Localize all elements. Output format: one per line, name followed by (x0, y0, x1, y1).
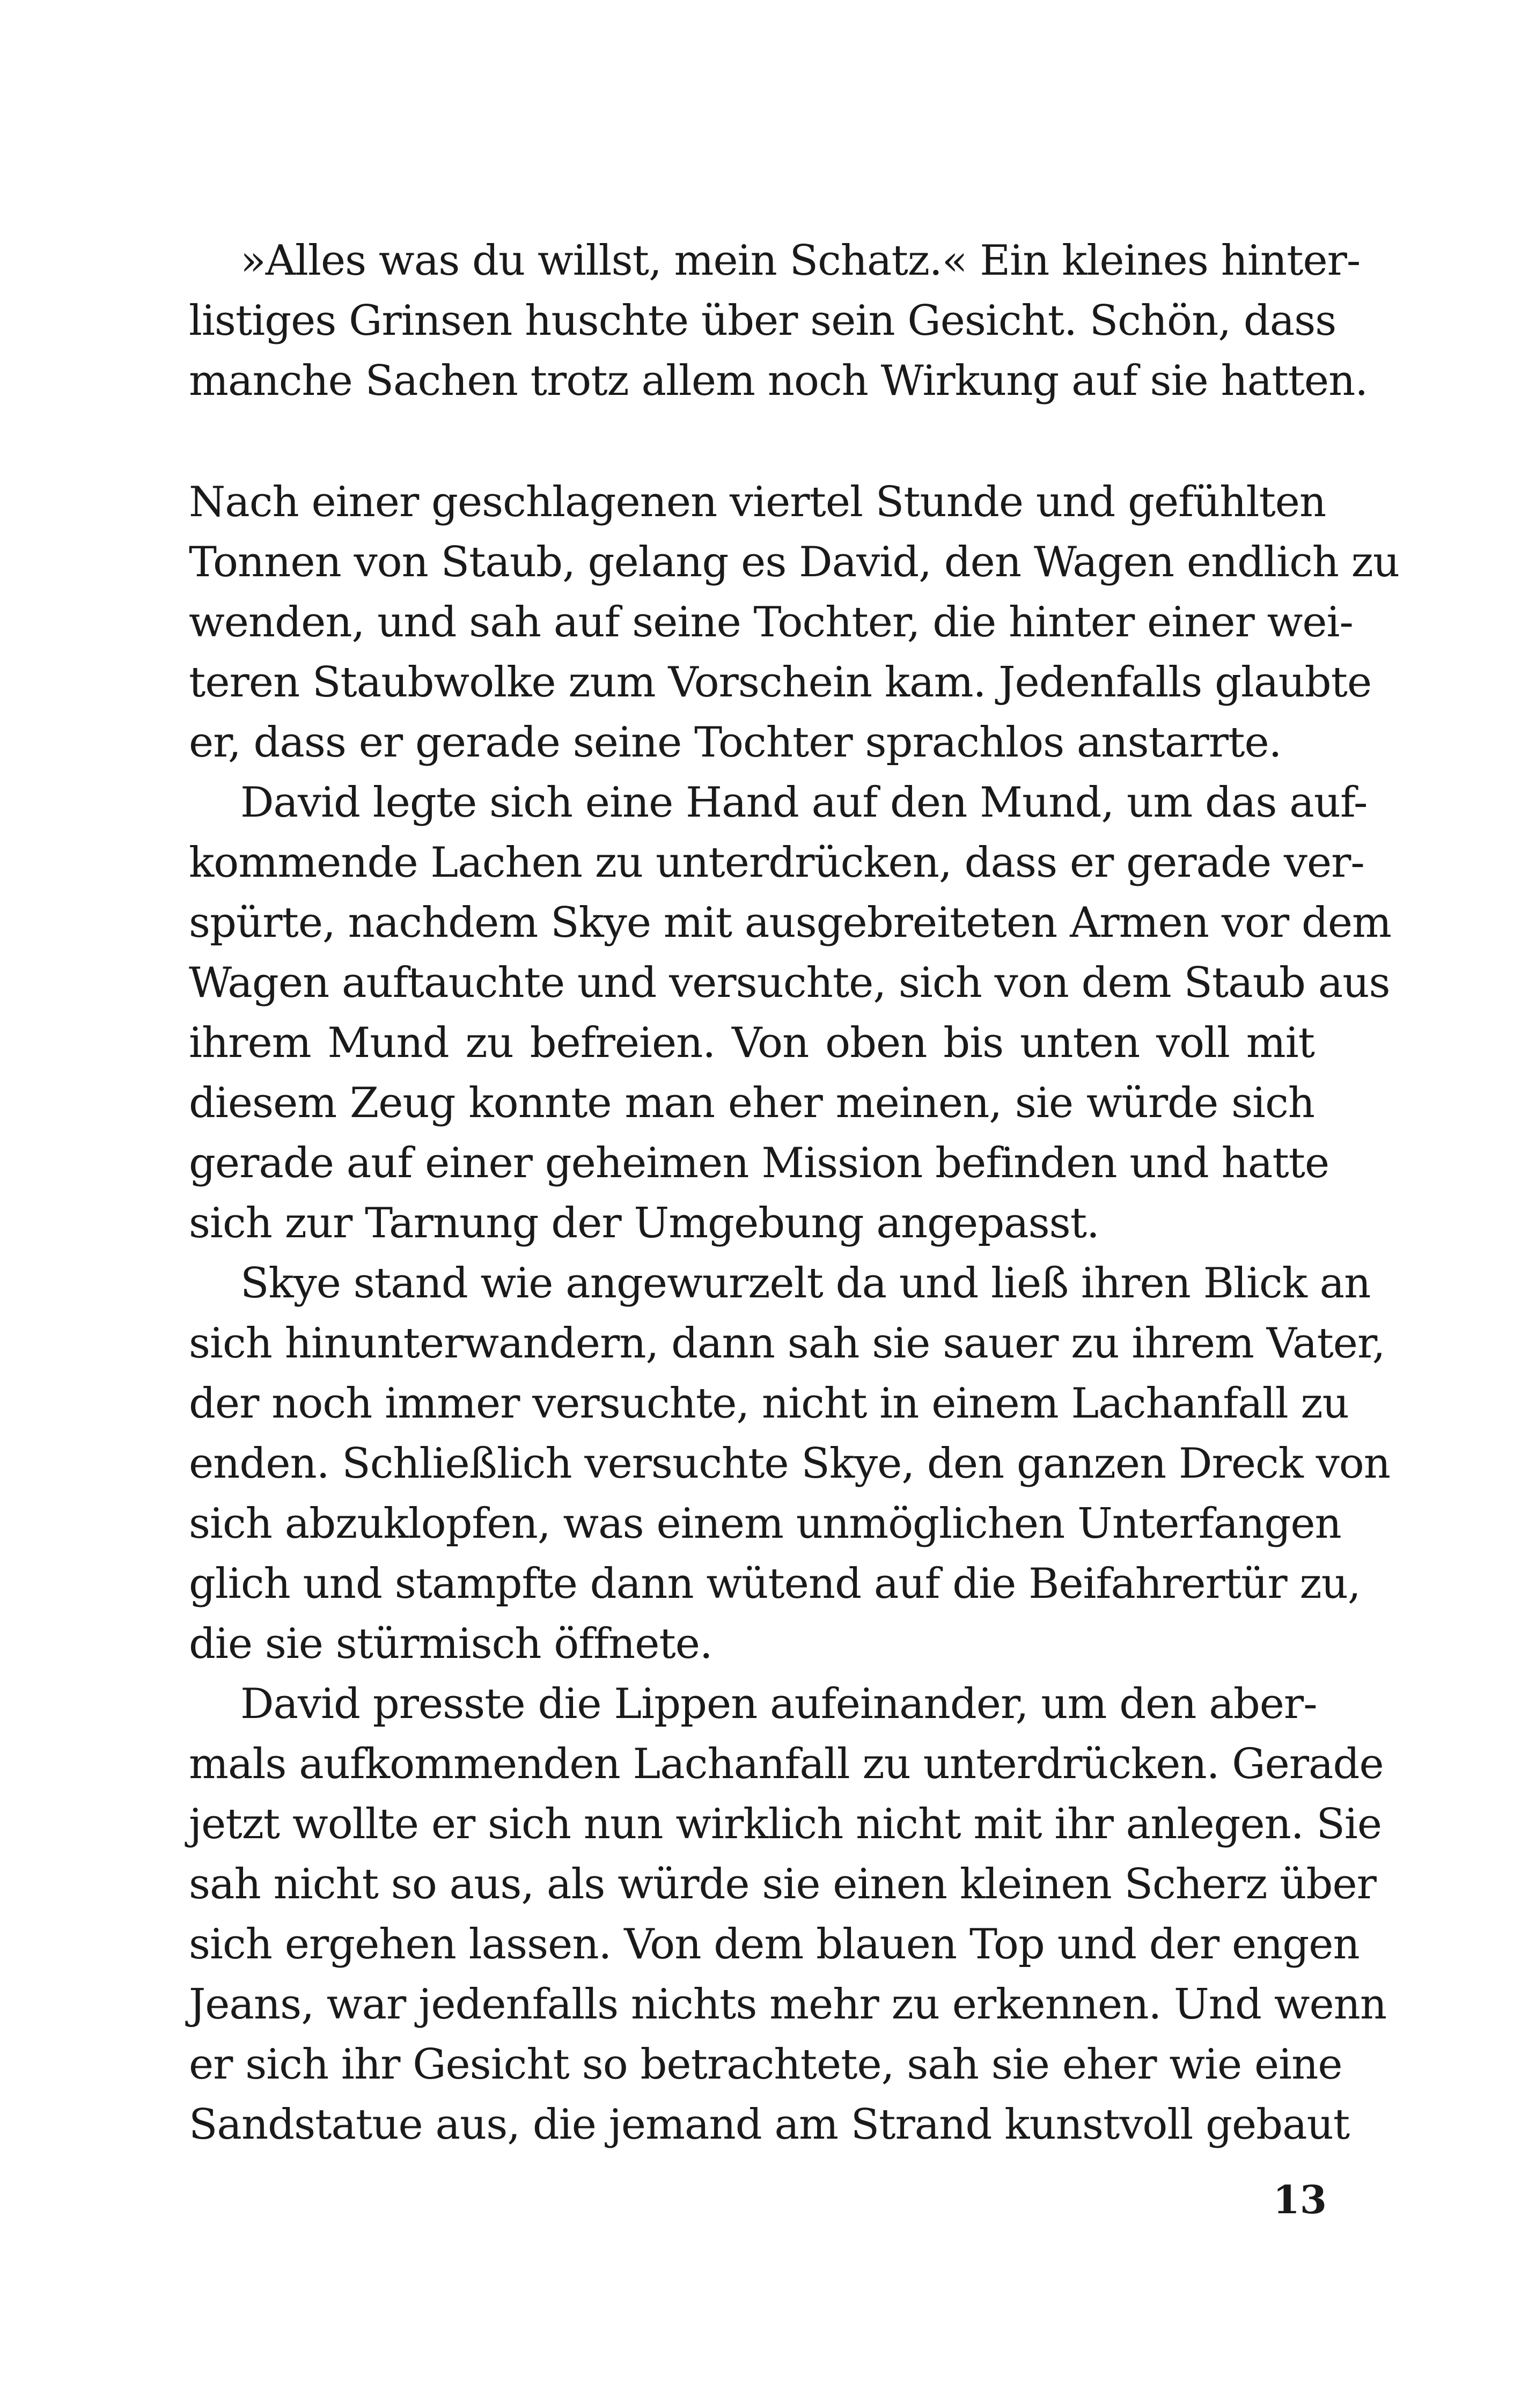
text-line: diesem Zeug konnte man eher meinen, sie würde sich (189, 1079, 1314, 1127)
text-line: Nach einer geschlagenen viertel Stunde und gefühlten (189, 478, 1326, 526)
text-line: gerade auf einer geheimen Mission befinden und hatte (189, 1139, 1329, 1187)
text-line: sich zur Tarnung der Umgebung angepasst. (189, 1199, 1099, 1247)
text-line: Tonnen von Staub, gelang es David, den Wagen endlich zu (189, 538, 1400, 586)
text-line: sah nicht so aus, als würde sie einen kleinen Scherz über (189, 1860, 1376, 1908)
text-line: Jeans, war jedenfalls nichts mehr zu erkennen. Und wenn (189, 1980, 1387, 2029)
text-line: teren Staubwolke zum Vorschein kam. Jedenfalls glaubte (189, 658, 1372, 707)
text-line: Wagen auftauchte und versuchte, sich von dem Staub aus (189, 959, 1390, 1007)
text-line: er, dass er gerade seine Tochter sprachlos anstarrte. (189, 718, 1282, 767)
text-line: manche Sachen trotz allem noch Wirkung auf sie hatten. (189, 357, 1368, 405)
text-line: er sich ihr Gesicht so betrachtete, sah sie eher wie eine (189, 2040, 1342, 2089)
text-line: Sandstatue aus, die jemand am Strand kunstvoll gebaut (189, 2101, 1350, 2149)
text-line: glich und stampfte dann wütend auf die Beifahrertür zu, (189, 1560, 1361, 1608)
text-line: listiges Grinsen huschte über sein Gesicht. Schön, dass (189, 297, 1336, 345)
text-line: mals aufkommenden Lachanfall zu unterdrücken. Gerade (189, 1740, 1384, 1788)
text-line: ihrem Mund zu befreien. Von oben bis unten voll mit (189, 1019, 1314, 1067)
text-line: Skye stand wie angewurzelt da und ließ ihren Blick an (240, 1259, 1371, 1308)
text-line: der noch immer versuchte, nicht in einem Lachanfall zu (189, 1379, 1349, 1428)
text-line: sich abzuklopfen, was einem unmöglichen Unterfangen (189, 1500, 1341, 1548)
text-line: David legte sich eine Hand auf den Mund, um das auf- (240, 779, 1368, 827)
text-line: jetzt wollte er sich nun wirklich nicht mit ihr anlegen. Sie (189, 1800, 1382, 1848)
text-line: spürte, nachdem Skye mit ausgebreiteten Armen vor dem (189, 899, 1391, 947)
text-line: wenden, und sah auf seine Tochter, die hinter einer wei- (189, 598, 1353, 647)
text-line: die sie stürmisch öffnete. (189, 1620, 712, 1668)
text-line: kommende Lachen zu unterdrücken, dass er gerade ver- (189, 839, 1364, 887)
text-line: sich ergehen lassen. Von dem blauen Top und der engen (189, 1920, 1360, 1969)
text-line: enden. Schließlich versuchte Skye, den ganzen Dreck von (189, 1440, 1390, 1488)
page-number: 13 (1273, 2177, 1327, 2222)
text-line: sich hinunterwandern, dann sah sie sauer zu ihrem Vater, (189, 1319, 1385, 1368)
text-line: David presste die Lippen aufeinander, um den aber- (240, 1680, 1317, 1728)
text-line: »Alles was du willst, mein Schatz.« Ein kleines hinter- (240, 237, 1361, 285)
